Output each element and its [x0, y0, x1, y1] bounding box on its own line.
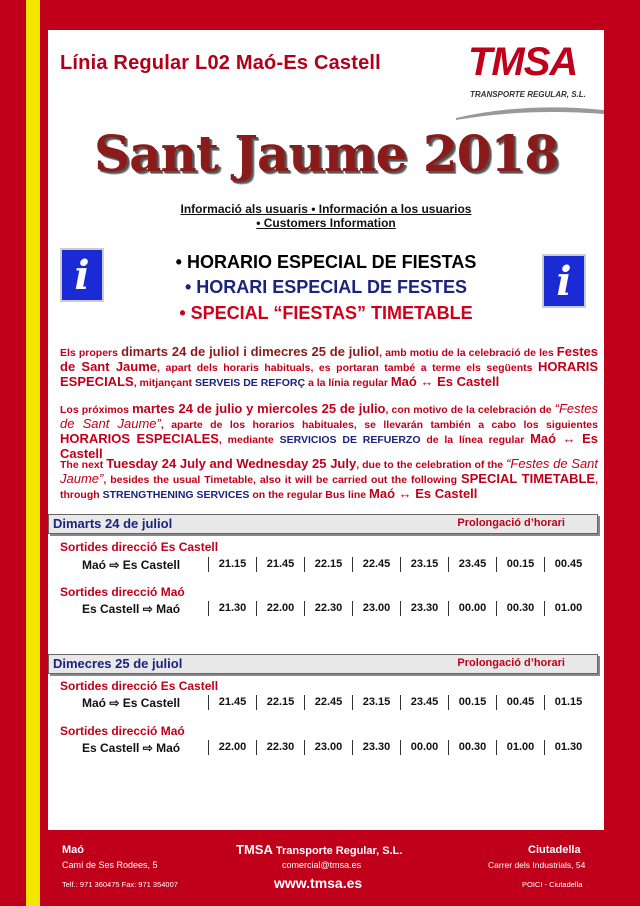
time-cell: 00.45: [544, 557, 592, 572]
footer: [48, 830, 604, 906]
footer-right-area: POICI - Ciutadella: [522, 880, 583, 889]
footer-company: TMSA Transporte Regular, S.L.: [236, 842, 403, 857]
logo-swoosh-icon: [456, 106, 604, 120]
prolongation-label: Prolongació d’horari: [457, 657, 565, 669]
route-label: Es Castell ⇨ Maó: [82, 602, 181, 616]
route-label: Maó ⇨ Es Castell: [82, 696, 181, 710]
time-cell: 21.45: [208, 695, 256, 710]
time-cell: 01.00: [496, 740, 544, 755]
direction-label: Sortides direcció Es Castell: [60, 679, 219, 693]
direction-label: Sortides direcció Maó: [60, 724, 185, 738]
poster-sheet: [48, 30, 604, 830]
direction-label: Sortides direcció Es Castell: [60, 540, 219, 554]
time-cell: 23.45: [400, 695, 448, 710]
time-cell: 23.45: [448, 557, 496, 572]
info-line-1: Informació als usuaris • Información a los usuarios: [180, 202, 472, 216]
logo-text: TMSA: [468, 40, 578, 84]
yellow-stripe: [26, 0, 40, 906]
route-label: Es Castell ⇨ Maó: [82, 741, 181, 755]
paragraph-es: Los próximos martes 24 de julio y miercoles 25 de julio, con motivo de la celebración de “Festes de Sant Jaume”, aparte de los horarios habituales, se llevarán también a cabo los siguientes HORARIOS ESPECIALES, mediante SERVICIOS DE REFUERZO de la línea regular Maó ↔ Es Castell: [60, 401, 598, 461]
time-cell: 21.45: [256, 557, 304, 572]
prolongation-label: Prolongació d’horari: [457, 517, 565, 529]
times-row: [208, 695, 592, 710]
route-label: Maó ⇨ Es Castell: [82, 558, 181, 572]
footer-website[interactable]: www.tmsa.es: [274, 875, 363, 891]
time-cell: 22.45: [352, 557, 400, 572]
logo-subtitle: TRANSPORTE REGULAR, S.L.: [470, 90, 586, 99]
time-cell: 21.15: [208, 557, 256, 572]
heading-ca: • HORARI ESPECIAL DE FESTES: [184, 277, 467, 297]
time-cell: 23.15: [400, 557, 448, 572]
info-icon-right: i: [542, 254, 586, 308]
red-stripe: [40, 0, 48, 906]
footer-email[interactable]: comercial@tmsa.es: [282, 860, 362, 870]
time-cell: 01.00: [544, 601, 592, 616]
time-cell: 23.30: [400, 601, 448, 616]
time-cell: 22.30: [304, 601, 352, 616]
info-icon-left: i: [60, 248, 104, 302]
info-line-2: • Customers Information: [256, 216, 396, 230]
time-cell: 01.15: [544, 695, 592, 710]
time-cell: 23.00: [352, 601, 400, 616]
tmsa-logo: [456, 38, 604, 120]
paragraph-ca: Els propers dimarts 24 de juliol i dimecres 25 de juliol, amb motiu de la celebració de les Festes de Sant Jaume, apart dels horaris habituals, es portaran també a terme els següents HORARIS ESPECIALS, mitjançant SERVEIS DE REFORÇ a la línia regular Maó ↔ Es Castell: [60, 344, 598, 389]
heading-en: • SPECIAL “FIESTAS” TIMETABLE: [179, 303, 473, 323]
time-cell: 21.30: [208, 601, 256, 616]
time-cell: 00.15: [496, 557, 544, 572]
day-header-wednesday: [48, 654, 598, 674]
time-cell: 22.45: [304, 695, 352, 710]
time-cell: 22.15: [304, 557, 352, 572]
time-cell: 00.00: [400, 740, 448, 755]
time-cell: 00.30: [448, 740, 496, 755]
times-row: [208, 740, 592, 755]
time-cell: 23.15: [352, 695, 400, 710]
time-cell: 23.00: [304, 740, 352, 755]
time-cell: 01.30: [544, 740, 592, 755]
time-cell: 22.15: [256, 695, 304, 710]
direction-label: Sortides direcció Maó: [60, 585, 185, 599]
heading-es: • HORARIO ESPECIAL DE FIESTAS: [175, 252, 477, 272]
time-cell: 22.00: [208, 740, 256, 755]
time-cell: 22.00: [256, 601, 304, 616]
footer-right-city: Ciutadella: [528, 844, 581, 856]
footer-left-address: Camí de Ses Rodees, 5: [62, 860, 158, 870]
time-cell: 00.45: [496, 695, 544, 710]
footer-right-address: Carrer dels Industrials, 54: [488, 860, 586, 870]
times-row: [208, 601, 592, 616]
time-cell: 23.30: [352, 740, 400, 755]
paragraph-en: The next Tuesday 24 July and Wednesday 25 July, due to the celebration of the “Festes de Sant Jaume”, besides the usual Timetable, also it will be carried out the following SPECIAL TIMETABLE, through STRENGTHENING SERVICES on the regular Bus line Maó ↔ Es Castell: [60, 456, 599, 501]
time-cell: 00.30: [496, 601, 544, 616]
time-cell: 22.30: [256, 740, 304, 755]
footer-left-city: Maó: [62, 844, 84, 856]
line-title: Línia Regular L02 Maó-Es Castell: [60, 52, 381, 74]
day-label: Dimarts 24 de juliol: [53, 516, 173, 531]
day-label: Dimecres 25 de juliol: [53, 656, 183, 671]
event-title: Sant Jaume 2018: [93, 124, 559, 183]
day-header-tuesday: [48, 514, 598, 534]
times-row: [208, 557, 592, 572]
footer-left-phone: Telf.: 971 360475 Fax: 971 354007: [62, 880, 178, 889]
time-cell: 00.15: [448, 695, 496, 710]
time-cell: 00.00: [448, 601, 496, 616]
